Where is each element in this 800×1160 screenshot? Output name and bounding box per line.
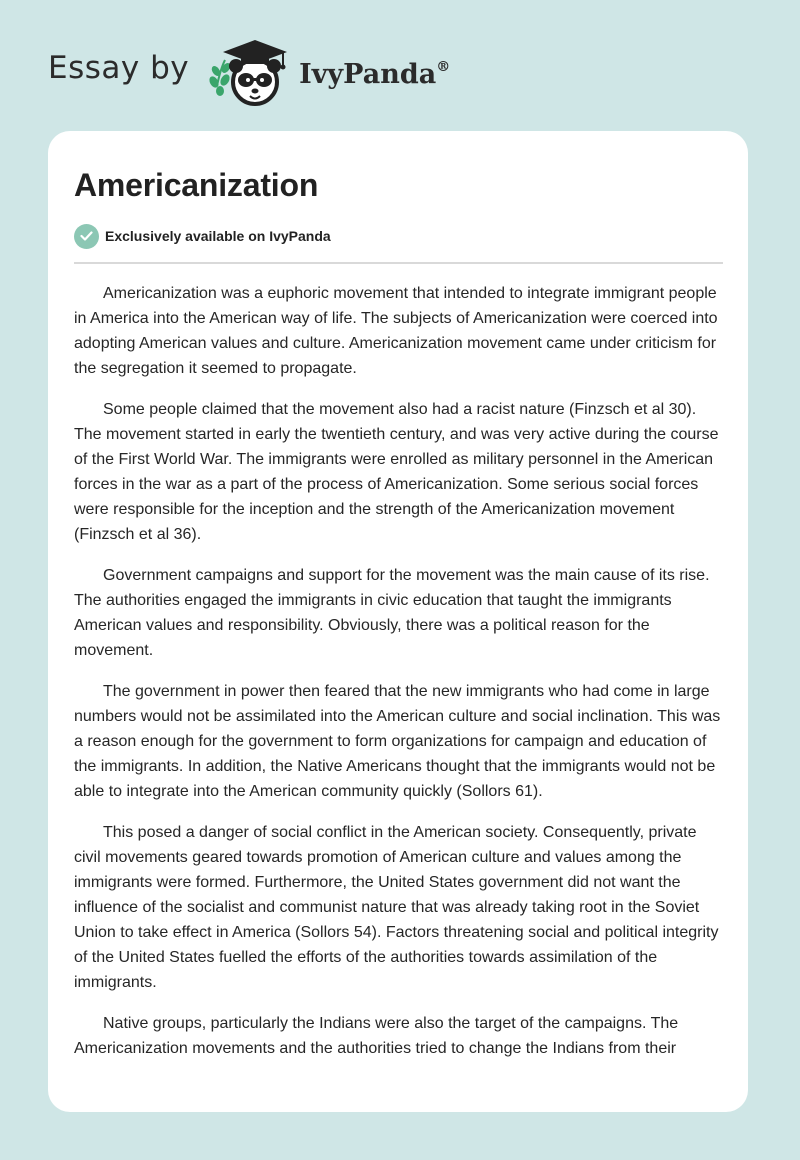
registered-mark: ® [436,58,451,75]
essay-paragraph: The government in power then feared that the new immigrants who had come in large numbers would not be assimilated into the American culture and social inclination. This was a reason enough for the government to form organizations for campaign and education of the immigrants. In addition, the Native Americans thought that the immigrants would not be able to integrate into the American community quickly (Sollors 61). [74,683,721,800]
exclusive-badge-text: Exclusively available on IvyPanda [105,228,331,244]
brand-name[interactable] [299,59,450,90]
brand-header [48,36,450,108]
essay-paragraph: Some people claimed that the movement also had a racist nature (Finzsch et al 30). The movement started in early the twentieth century, and was very active during the course of the First World War. The immigrants were enrolled as military personnel in the American forces in the war as a part of the process of Americanization. Some serious social forces were responsible for the inception and the strength of the Americanization movement (Finzsch et al 36). [74,401,719,543]
essay-title: Americanization [74,167,319,203]
panda-graduate-logo-icon[interactable] [203,36,295,108]
essay-paragraph: Government campaigns and support for the movement was the main cause of its rise. The authorities engaged the immigrants in civic education that taught the immigrants American values and responsibility. Obviously, there was a political reason for the movement. [74,567,710,659]
title-divider [74,262,723,264]
check-circle-icon [74,224,99,249]
essay-card [48,131,748,1112]
brand-prefix: Essay by [48,50,190,86]
essay-paragraph: Americanization was a euphoric movement that intended to integrate immigrant people in America into the American way of life. The subjects of Americanization were coerced into adopting American values and culture. Americanization movement came under criticism for the segregation it seemed to propagate. [74,285,718,377]
essay-body [74,281,722,1061]
essay-paragraph: This posed a danger of social conflict in the American society. Consequently, private civil movements geared towards promotion of American culture and values among the immigrants were formed. Furthermore, the United States government did not want the influence of the socialist and communist nature that was already taking root in the Soviet Union to take effect in America (Sollors 54). Factors threatening social and political integrity of the United States fuelled the efforts of the authorities towards assimilation of the immigrants. [74,824,719,991]
essay-paragraph: Native groups, particularly the Indians were also the target of the campaigns. The Americanization movements and the authorities tried to change the Indians from their [74,1015,679,1057]
exclusive-badge [74,223,722,249]
brand-name-text: IvyPanda [299,58,437,90]
